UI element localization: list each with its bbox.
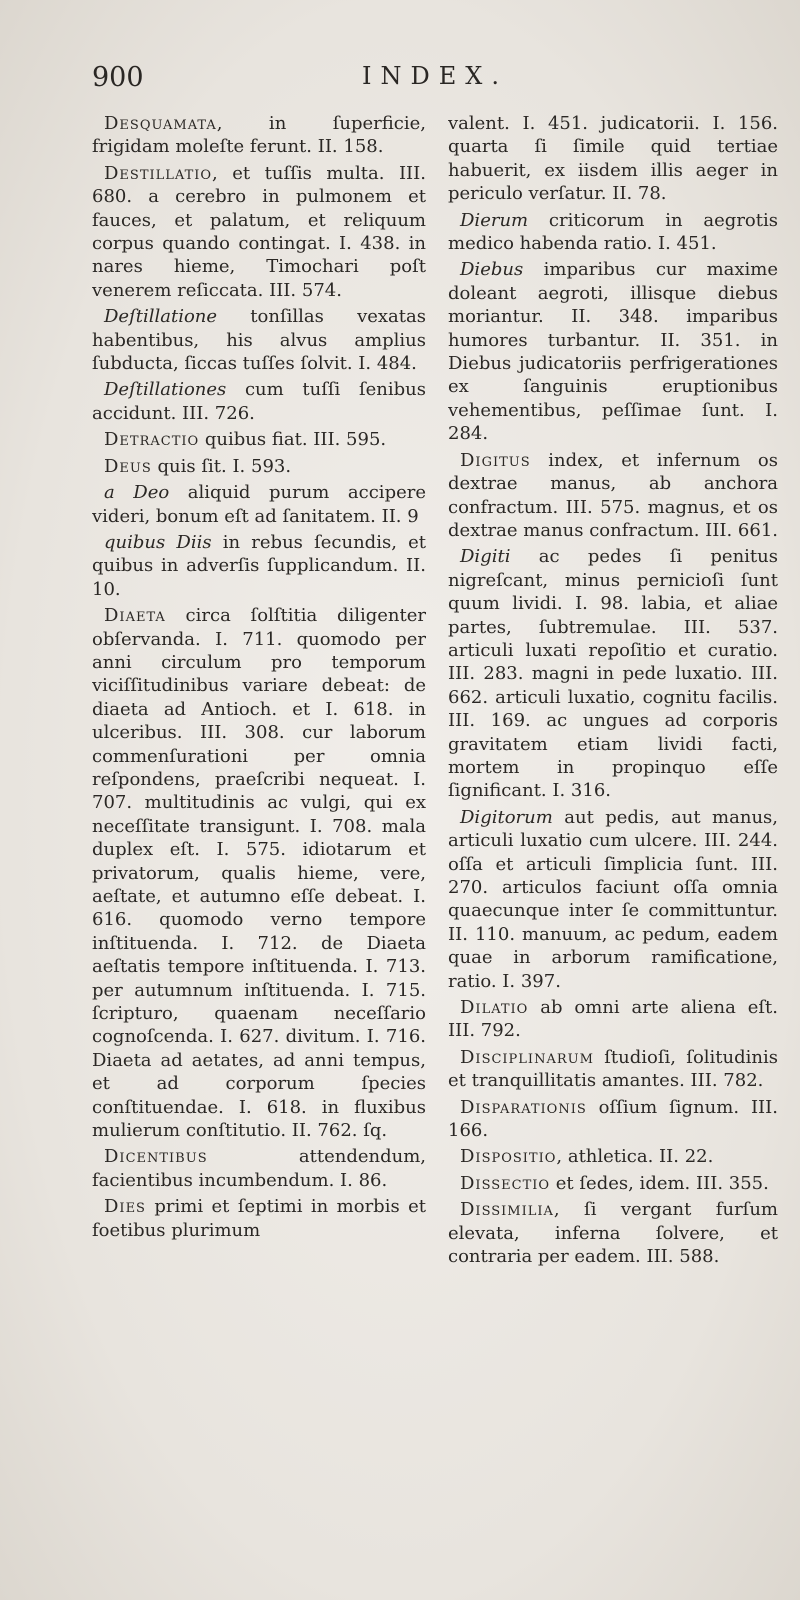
index-entry	[448, 1172, 778, 1195]
entry-text: , et tuſſis multa. III. 680. a cerebro in pulmonem et fauces, et palatum, et reliquum corpus quando contingat. I. 438. in nares hieme, Timochari poſt venerem reſiccata. III. 574.	[92, 162, 426, 301]
right-column	[448, 112, 778, 1582]
entry-headword: Digitus	[460, 449, 531, 471]
index-entry	[448, 545, 778, 802]
entry-text: valent. I. 451. judicatorii. I. 156. quarta ſi ſimile quid tertiae habuerit, ex iisdem illis aeger in periculo verſatur. II. 78.	[448, 113, 778, 205]
entry-headword: Dies	[104, 1196, 146, 1218]
index-entry	[448, 1198, 778, 1268]
index-entry	[92, 112, 426, 159]
index-entry	[448, 112, 778, 206]
index-entry	[92, 305, 426, 375]
entry-headword: quibus Diis	[104, 531, 212, 553]
index-entry	[92, 604, 426, 1142]
entry-headword: Destillatio	[104, 162, 213, 184]
entry-text: aliquid purum accipere videri, bonum eſt ad ſanitatem. II. 9	[92, 482, 426, 527]
index-entry	[92, 455, 426, 478]
entry-text: ab omni arte aliena eſt. III. 792.	[448, 997, 778, 1042]
entry-headword: Dissimilia	[460, 1199, 554, 1221]
entry-headword: Dispositio	[460, 1146, 557, 1168]
entry-text: et ſedes, idem. III. 355.	[550, 1172, 769, 1194]
entry-headword: Deſtillatione	[104, 306, 218, 328]
entry-text: criticorum in aegrotis medico habenda ratio. I. 451.	[448, 209, 778, 255]
entry-headword: Detractio	[104, 429, 200, 451]
entry-text: attendendum, facientibus incumbendum. I. 86.	[92, 1146, 426, 1191]
entry-text: quibus fiat. III. 595.	[199, 429, 387, 451]
entry-headword: Deſtillationes	[104, 379, 227, 401]
entry-text: cum tuſſi ſenibus accidunt. III. 726.	[92, 379, 426, 424]
entry-text: ſtudioſi, ſolitudinis et tranquillitatis amantes. III. 782.	[448, 1046, 778, 1092]
entry-headword: Deus	[104, 455, 152, 477]
entry-headword: Diaeta	[104, 605, 166, 627]
entry-text: aut pedis, aut manus, articuli luxatio cum ulcere. III. 244. oſſa et articuli ſimplicia ſunt. III. 270. articulos faciunt oſſa omnia quaecunque inter ſe committuntur. II. 110. manuum, ac pedum, eadem quae in arborum ramificatione, ratio. I. 397.	[448, 806, 778, 992]
entry-headword: Dierum	[460, 209, 529, 231]
entry-text: tonſillas vexatas habentibus, his alvus amplius ſubducta, ſiccas tuſſes ſolvit. I. 484.	[92, 306, 426, 375]
entry-text: circa ſolſtitia diligenter obſervanda. I. 711. quomodo per anni circulum pro temporum viciſſitudinibus variare debeat: de diaeta ad Antioch. et I. 618. in ulceribus. III. 308. cur laborum commenſurationi per omnia reſpondens, praeſcribi nequeat. I. 707. multitudinis ac vulgi, qui ex neceſſitate transigunt. I. 708. mala duplex eſt. I. 575. idiotarum et privatorum, qualis hieme, vere, aeſtate, et autumno eſſe debeat. I. 616. quomodo verno tempore inſtituenda. I. 712. de Diaeta aeſtatis tempore inſtituenda. I. 713. per autumnum inſtituenda. I. 715. ſcripturo, quaenam neceſſario cognoſcenda. I. 627. divitum. I. 716. Diaeta ad aetates, ad anni tempus, et ad corporum ſpecies conſtituendae. I. 618. in fluxibus mulierum conſtitutio. II. 762. ſq.	[92, 605, 426, 1142]
index-entry	[448, 996, 778, 1043]
entry-text: ac pedes ſi penitus nigreſcant, minus pernicioſi ſunt quum lividi. I. 98. labia, et aliae partes, ſubtremulae. III. 537. articuli luxati repoſitio et curatio. III. 283. magni in pede luxatio. III. 662. articuli luxatio, cognitu facilis. III. 169. ac ungues ad corporis gravitatem etiam lividi facti, mortem in propinquo eſſe ſignificant. I. 316.	[448, 546, 778, 802]
entry-text: , ſi vergant furſum elevata, inferna ſolvere, et contraria per eadem. III. 588.	[448, 1199, 778, 1268]
entry-headword: Disparationis	[460, 1096, 587, 1118]
left-column	[92, 112, 426, 1582]
entry-headword: Diebus	[460, 259, 524, 281]
entry-text: , in ſuperficie, frigidam moleſte ferunt. II. 158.	[92, 113, 426, 158]
index-entry	[448, 1096, 778, 1143]
index-entry	[92, 428, 426, 451]
entry-text: imparibus cur maxime doleant aegroti, illisque diebus moriantur. II. 348. imparibus humores turbantur. II. 351. in Diebus judicatoriis perfrigerationes ex ſanguinis eruptionibus vehementibus, peſſimae ſunt. I. 284.	[448, 259, 778, 445]
index-entry	[92, 481, 426, 528]
entry-text: in rebus ſecundis, et quibus in adverſis ſupplicandum. II. 10.	[92, 531, 426, 600]
entry-text: , athletica. II. 22.	[556, 1146, 714, 1168]
entry-headword: Desquamata	[104, 113, 217, 134]
entry-headword: Digiti	[460, 546, 511, 568]
index-entry	[448, 258, 778, 445]
entry-text: quis ſit. I. 593.	[151, 455, 292, 477]
index-entry	[448, 1046, 778, 1093]
index-entry	[92, 1145, 426, 1192]
index-entry	[448, 449, 778, 543]
index-entry	[448, 1145, 778, 1168]
entry-text: index, et infernum os dextrae manus, ab anchora confractum. III. 575. magnus, et os dextrae manus confractum. III. 661.	[448, 449, 778, 541]
index-entry	[448, 806, 778, 993]
page-number: 900	[92, 62, 144, 93]
index-entry	[448, 209, 778, 256]
running-head: INDEX.	[362, 62, 508, 90]
entry-headword: Dicentibus	[104, 1146, 208, 1168]
page-header	[0, 58, 800, 98]
entry-headword: Disciplinarum	[460, 1046, 594, 1068]
index-entry	[92, 378, 426, 425]
entry-text: primi et ſeptimi in morbis et foetibus plurimum	[92, 1196, 426, 1241]
entry-headword: Dissectio	[460, 1172, 551, 1194]
entry-headword: a Deo	[104, 482, 170, 504]
index-entry	[92, 1195, 426, 1242]
index-entry	[92, 162, 426, 302]
entry-headword: Dilatio	[460, 997, 529, 1019]
entry-text: oſſium ſignum. III. 166.	[448, 1096, 778, 1142]
entry-headword: Digitorum	[460, 806, 553, 828]
index-entry	[92, 531, 426, 601]
